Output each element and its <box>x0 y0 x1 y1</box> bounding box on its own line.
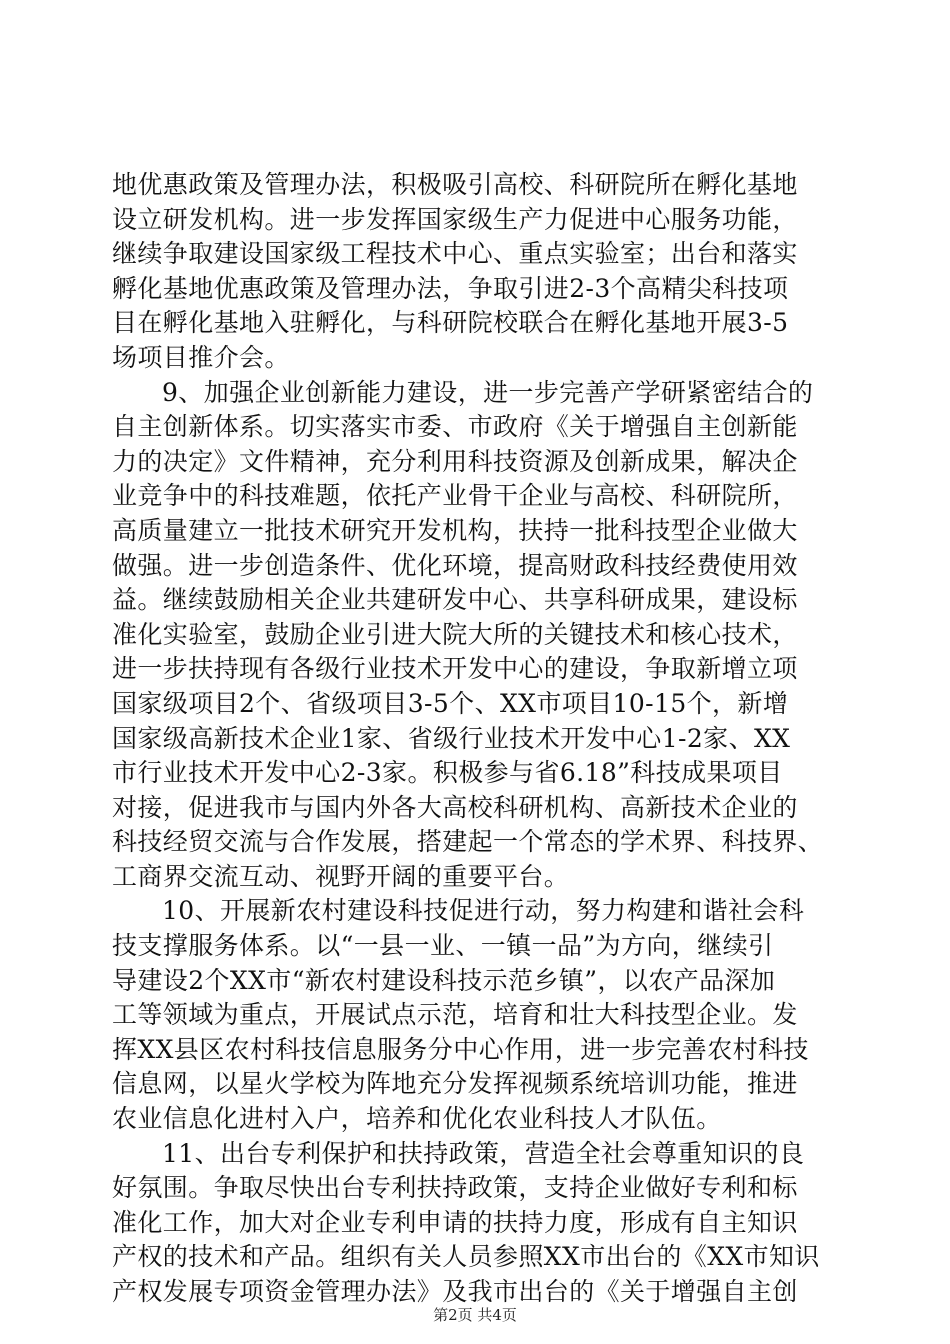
text-line: 目在孵化基地入驻孵化，与科研院校联合在孵化基地开展3-5 <box>112 308 789 338</box>
text-line: 科技经贸交流与合作发展，搭建起一个常态的学术界、科技界、 <box>112 827 824 857</box>
text-line: 信息网，以星火学校为阵地充分发挥视频系统培训功能，推进 <box>112 1069 798 1099</box>
text-line: 高质量建立一批技术研究开发机构，扶持一批科技型企业做大 <box>112 515 798 545</box>
text-line: 业竞争中的科技难题，依托产业骨干企业与高校、科研院所， <box>112 481 798 511</box>
text-line: 益。继续鼓励相关企业共建研发中心、共享科研成果，建设标 <box>112 585 798 615</box>
text-line: 设立研发机构。进一步发挥国家级生产力促进中心服务功能， <box>112 204 798 234</box>
text-line: 力的决定》文件精神，充分利用科技资源及创新成果，解决企 <box>112 446 798 476</box>
text-line: 工商界交流互动、视野开阔的重要平台。 <box>112 861 570 891</box>
text-line: 进一步扶持现有各级行业技术开发中心的建设，争取新增立项 <box>112 654 798 684</box>
body-text <box>112 168 832 1310</box>
text-line: 场项目推介会。 <box>112 342 290 372</box>
text-line: 地优惠政策及管理办法，积极吸引高校、科研院所在孵化基地 <box>112 170 798 199</box>
paragraph-first-line: 10、开展新农村建设科技促进行动，努力构建和谐社会科 <box>162 896 805 926</box>
text-line: 市行业技术开发中心2-3家。积极参与省6.18”科技成果项目 <box>112 758 783 788</box>
text-line: 孵化基地优惠政策及管理办法，争取引进2-3个高精尖科技项 <box>112 273 789 303</box>
text-line: 产权的技术和产品。组织有关人员参照XX市出台的《XX市知识 <box>112 1242 820 1272</box>
text-line: 好氛围。争取尽快出台专利扶持政策，支持企业做好专利和标 <box>112 1173 798 1203</box>
text-line: 自主创新体系。切实落实市委、市政府《关于增强自主创新能 <box>112 412 798 442</box>
paragraph-first-line: 9、加强企业创新能力建设，进一步完善产学研紧密结合的 <box>162 377 814 407</box>
text-line: 工等领域为重点，开展试点示范，培育和壮大科技型企业。发 <box>112 1000 798 1030</box>
text-line: 国家级高新技术企业1家、省级行业技术开发中心1-2家、XX <box>112 723 791 753</box>
text-line: 导建设2个XX市“新农村建设科技示范乡镇”，以农产品深加 <box>112 965 776 995</box>
page-footer: 第2页 共4页 <box>433 1306 517 1324</box>
text-line: 产权发展专项资金管理办法》及我市出台的《关于增强自主创 <box>112 1277 798 1306</box>
text-line: 继续争取建设国家级工程技术中心、重点实验室；出台和落实 <box>112 239 798 269</box>
text-line: 准化工作，加大对企业专利申请的扶持力度，形成有自主知识 <box>112 1207 798 1237</box>
text-line: 对接，促进我市与国内外各大高校科研机构、高新技术企业的 <box>112 792 798 822</box>
paragraph-first-line: 11、出台专利保护和扶持政策，营造全社会尊重知识的良 <box>162 1138 805 1168</box>
text-line: 挥XX县区农村科技信息服务分中心作用，进一步完善农村科技 <box>112 1034 809 1064</box>
text-line: 技支撑服务体系。以“一县一业、一镇一品”为方向，继续引 <box>112 931 774 961</box>
text-line: 做强。进一步创造条件、优化环境，提高财政科技经费使用效 <box>112 550 798 580</box>
text-line: 国家级项目2个、省级项目3-5个、XX市项目10-15个，新增 <box>112 688 789 718</box>
text-line: 准化实验室，鼓励企业引进大院大所的关键技术和核心技术， <box>112 619 798 649</box>
text-line: 农业信息化进村入户，培养和优化农业科技人才队伍。 <box>112 1104 722 1134</box>
